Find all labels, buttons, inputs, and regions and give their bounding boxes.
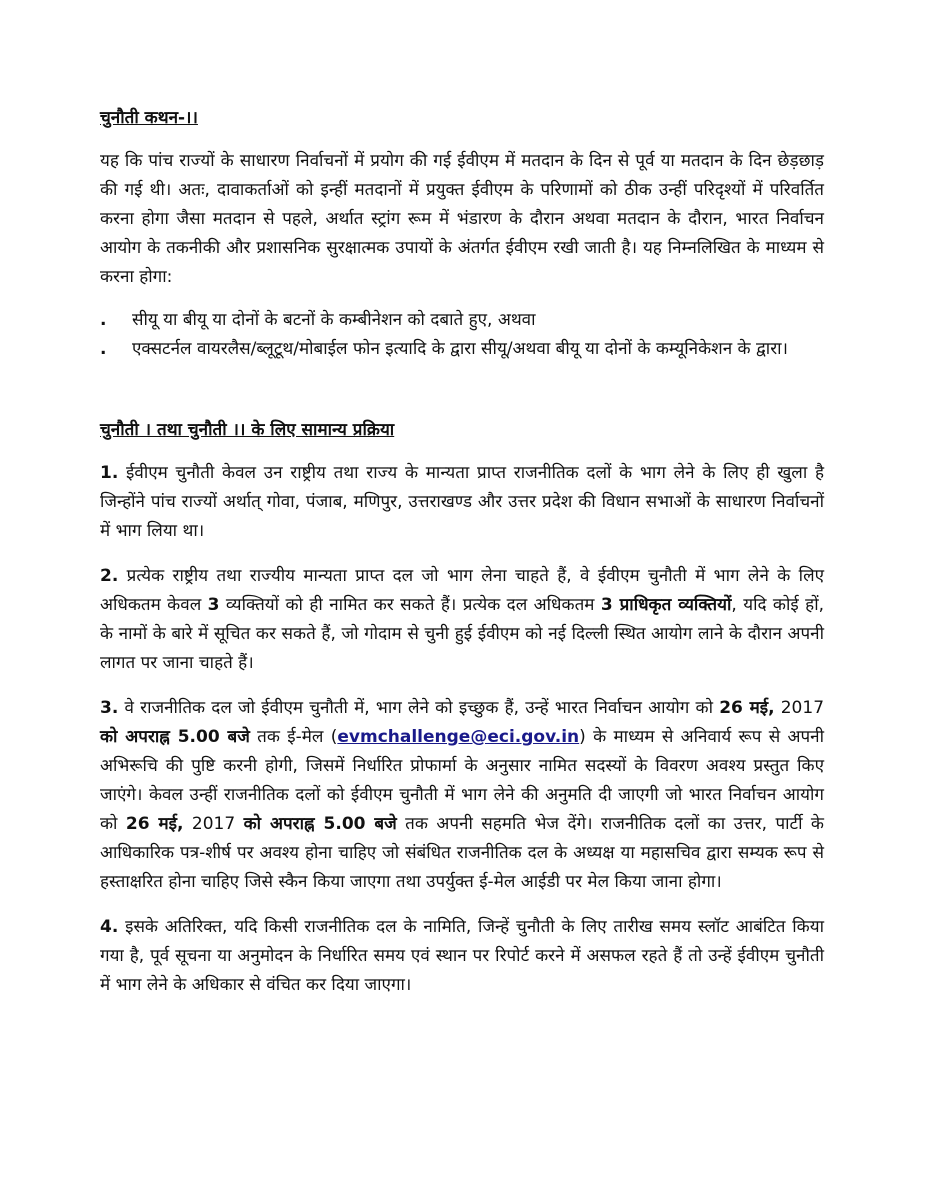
bold-count: 3 <box>207 595 220 615</box>
bold-date: 26 मई, <box>719 698 775 718</box>
document-page <box>100 104 824 1016</box>
paragraph-text: ईवीएम चुनौती केवल उन राष्ट्रीय तथा राज्य के मान्यता प्राप्त राजनीतिक दलों के भाग लेने के लिए ही खुला है जिन्होंने पांच राज्यों अर्थात् गोवा, पंजाब, मणिपुर, उत्तराखण्ड और उत्तर प्रदेश की विधान सभाओं के साधारण निर्वाचनों में भाग लिया था। <box>100 463 824 541</box>
bullet-marker: . <box>100 339 107 359</box>
paragraph-text: वे राजनीतिक दल जो ईवीएम चुनौती में, भाग लेने को इच्छुक हैं, उन्हें भारत निर्वाचन आयोग को <box>124 698 720 718</box>
challenge-methods-list <box>100 306 824 364</box>
paragraph-number: 4. <box>100 917 119 937</box>
paragraph-text: , यदि कोई हों, के नामों के बारे में सूचित कर सकते हैं, जो गोदाम से चुनी हुई ईवीएम को नई दिल्ली स्थित आयोग लाने के दौरान अपनी लागत पर जाना चाहते हैं। <box>100 595 824 673</box>
procedure-paragraph-4 <box>100 913 824 1000</box>
paragraph-number: 3. <box>100 698 119 718</box>
challenge-statement-heading: चुनौती कथन-।। <box>100 108 198 128</box>
bold-time: को अपराह्न 5.00 बजे <box>100 727 250 747</box>
paragraph-number: 1. <box>100 463 119 483</box>
procedure-paragraph-1 <box>100 459 824 546</box>
paragraph-text: इसके अतिरिक्त, यदि किसी राजनीतिक दल के नामिति, जिन्हें चुनौती के लिए तारीख समय स्लॉट आबंटित किया गया है, पूर्व सूचना या अनुमोदन के निर्धारित समय एवं स्थान पर रिपोर्ट करने में असफल रहते हैं तो उन्हें ईवीएम चुनौती में भाग लेने के अधिकार से वंचित कर दिया जाएगा। <box>100 917 824 995</box>
bold-date: 26 मई, <box>125 814 184 834</box>
bold-phrase: 3 प्राधिकृत व्यक्तियों <box>600 595 732 615</box>
email-link[interactable]: evmchallenge@eci.gov.in <box>337 727 580 747</box>
general-procedure-heading: चुनौती । तथा चुनौती ।। के लिए सामान्य प्रक्रिया <box>100 420 395 440</box>
list-item <box>100 335 824 364</box>
procedure-paragraph-2 <box>100 562 824 678</box>
bullet-text: एक्सटर्नल वायरलैस/ब्लूटूथ/मोबाईल फोन इत्यादि के द्वारा सीयू/अथवा बीयू या दोनों के कम्यूनिकेशन के द्वारा। <box>132 339 788 359</box>
paragraph-text: तक ई-मेल ( <box>249 727 338 747</box>
paragraph-text: 2017 <box>183 814 244 834</box>
paragraph-text: 2017 <box>774 698 825 718</box>
paragraph-text: व्यक्तियों को ही नामित कर सकते हैं। प्रत्येक दल अधिकतम <box>219 595 601 615</box>
challenge-statement-section <box>100 104 824 364</box>
paragraph-text: प्रत्येक राष्ट्रीय तथा राज्यीय मान्यता प्राप्त दल जो भाग लेना चाहते हैं, वे ईवीएम चुनौती में भाग लेने के लिए अधिकतम केवल <box>100 566 824 615</box>
challenge-statement-intro: यह कि पांच राज्यों के साधारण निर्वाचनों में प्रयोग की गई ईवीएम में मतदान के दिन से पूर्व या मतदान के दिन छेड़छाड़ की गई थी। अतः, दावाकर्ताओं को इन्हीं मतदानों में प्रयुक्त ईवीएम के परिणामों को ठीक उन्हीं परिदृश्यों में परिवर्तित करना होगा जैसा मतदान से पहले, अर्थात स्ट्रांग रूम में भंडारण के दौरान अथवा मतदान के दौरान, भारत निर्वाचन आयोग के तकनीकी और प्रशासनिक सुरक्षात्मक उपायों के अंतर्गत ईवीएम रखी जाती है। यह निम्नलिखित के माध्यम से करना होगा: <box>100 151 824 287</box>
paragraph-text: ) के माध्यम से अनिवार्य रूप से अपनी अभिरूचि की पुष्टि करनी होगी, जिसमें निर्धारित प्रोफार्मा के अनुसार नामित सदस्यों के विवरण अवश्य प्रस्तुत किए जाएंगे। केवल उन्हीं राजनीतिक दलों को ईवीएम चुनौती में भाग लेने की अनुमति दी जाएगी जो भारत निर्वाचन आयोग को <box>100 727 825 834</box>
paragraph-text: तक अपनी सहमति भेज देंगे। राजनीतिक दलों का उत्तर, पार्टी के आधिकारिक पत्र-शीर्ष पर अवश्य होना चाहिए जो संबंधित राजनीतिक दल के अध्यक्ष या महासचिव द्वारा सम्यक रूप से हस्ताक्षरित होना चाहिए जिसे स्कैन किया जाएगा तथा उपर्युक्त ई-मेल आईडी पर मेल किया जाना होगा। <box>100 814 824 892</box>
general-procedure-section <box>100 416 824 1000</box>
bullet-marker: . <box>100 310 107 330</box>
procedure-paragraph-3 <box>100 694 824 897</box>
paragraph-number: 2. <box>100 566 119 586</box>
bullet-text: सीयू या बीयू या दोनों के बटनों के कम्बीनेशन को दबाते हुए, अथवा <box>132 310 536 330</box>
list-item <box>100 306 824 335</box>
bold-time: को अपराह्न 5.00 बजे <box>243 814 397 834</box>
